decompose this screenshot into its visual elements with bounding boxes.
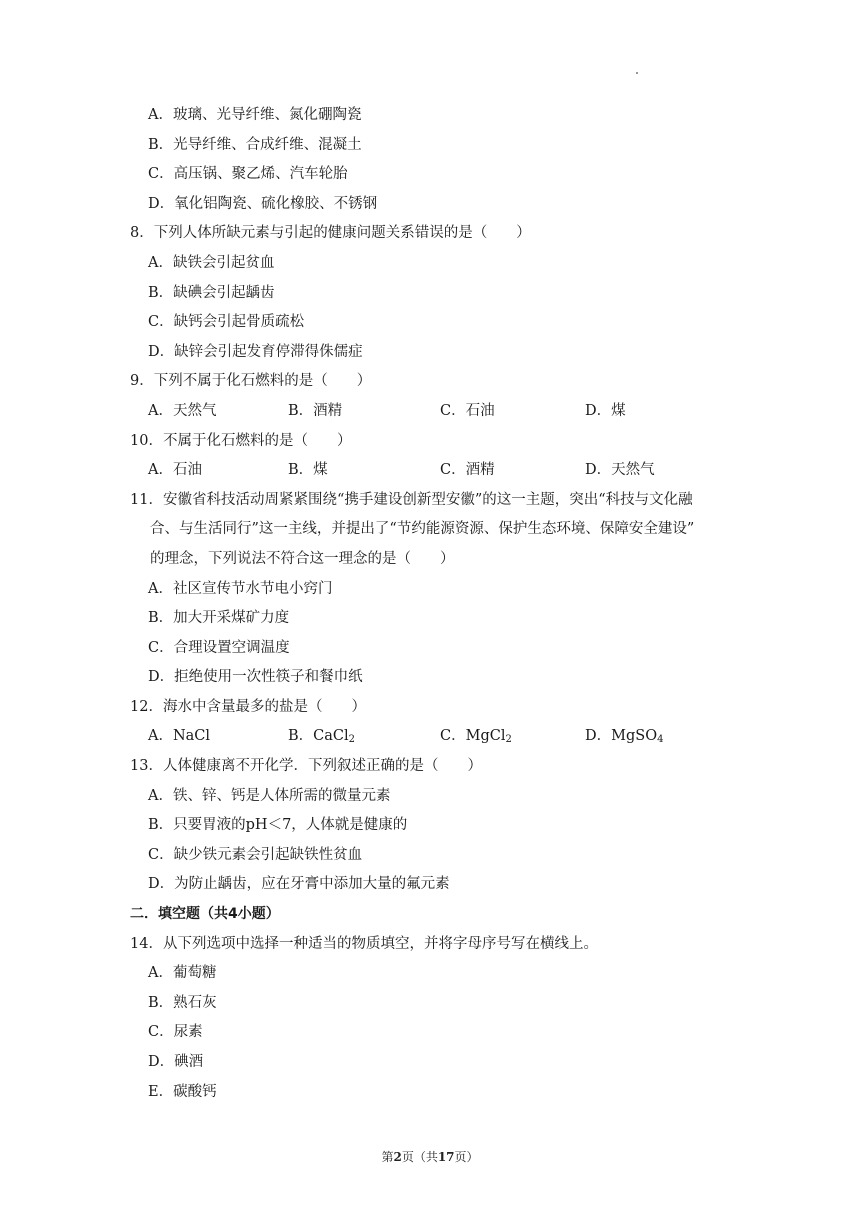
q9-stem: 9．下列不属于化石燃料的是（ ） (130, 373, 372, 390)
q7-option-c: C．高压锅、聚乙烯、汽车轮胎 (148, 166, 348, 183)
q12-option-b (288, 722, 440, 752)
footer-post: 页） (454, 1150, 479, 1164)
q12-options (130, 722, 750, 752)
q11-option-d: D．拒绝使用一次性筷子和餐巾纸 (148, 669, 363, 686)
q13-option-a: A．铁、锌、钙是人体所需的微量元素 (148, 787, 391, 804)
q9-option-b: B．酒精 (288, 402, 343, 419)
q9-option-c: C．石油 (440, 402, 495, 419)
q12-stem: 12．海水中含量最多的盐是（ ） (130, 698, 366, 715)
q8-stem: 8．下列人体所缺元素与引起的健康问题关系错误的是（ ） (130, 225, 531, 242)
q12-option-d-sub: 4 (657, 734, 664, 746)
q11-option-b: B．加大开采煤矿力度 (148, 610, 290, 627)
page-footer (0, 1148, 860, 1165)
q10-stem: 10．不属于化石燃料的是（ ） (130, 432, 352, 449)
q11-stem-line3: 的理念，下列说法不符合这一理念的是（ ） (150, 550, 455, 567)
q9-options (130, 397, 750, 427)
q13-option-d: D．为防止龋齿，应在牙膏中添加大量的氟元素 (148, 876, 450, 893)
q11-stem-line1: 11．安徽省科技活动周紧紧围绕“携手建设创新型安徽”的这一主题，突出“科技与文化融 (130, 491, 693, 508)
q8-option-b: B．缺碘会引起龋齿 (148, 284, 275, 301)
q14-option-d: D．碘酒 (148, 1054, 204, 1070)
footer-pre: 第 (381, 1150, 394, 1164)
q10-option-c: C．酒精 (440, 462, 495, 479)
q12-option-d-text: D．MgSO (585, 728, 658, 745)
q14-option-e: E．碳酸钙 (148, 1083, 217, 1100)
q10-option-b: B．煤 (288, 462, 328, 479)
q9-option-d: D．煤 (585, 402, 626, 419)
q14-option-b: B．熟石灰 (148, 994, 217, 1011)
q12-option-c-text: C．MgCl (440, 728, 506, 745)
q12-option-a: A．NaCl (148, 728, 211, 745)
q12-option-b-text: B．CaCl (288, 728, 349, 745)
scan-dot (636, 72, 638, 74)
q11-option-c: C．合理设置空调温度 (148, 639, 290, 656)
q13-option-b: B．只要胃液的pH＜7，人体就是健康的 (148, 817, 408, 834)
section-fill-in-title: 二．填空题（共4小题） (130, 906, 280, 923)
q10-options (130, 456, 750, 486)
q7-option-d: D．氧化铝陶瓷、硫化橡胶、不锈钢 (148, 195, 378, 212)
q8-option-c: C．缺钙会引起骨质疏松 (148, 314, 305, 331)
footer-mid: 页（共 (401, 1150, 438, 1164)
page-content (130, 101, 750, 1107)
q14-option-a: A．葡萄糖 (148, 965, 217, 982)
q14-option-c: C．尿素 (148, 1024, 203, 1041)
q8-option-d: D．缺锌会引起发育停滞得侏儒症 (148, 343, 363, 360)
q11-stem-line2: 合、与生活同行”这一主线，并提出了“节约能源资源、保护生态环境、保障安全建设” (150, 521, 695, 538)
q12-option-b-sub: 2 (348, 734, 356, 746)
footer-page-number: 2 (393, 1150, 402, 1164)
q10-option-d: D．天然气 (585, 462, 655, 479)
q12-option-c-sub: 2 (505, 734, 512, 746)
q7-option-a: A．玻璃、光导纤维、氮化硼陶瓷 (148, 107, 362, 123)
q12-option-c (440, 722, 585, 752)
q10-option-a: A．石油 (148, 462, 202, 479)
q9-option-a: A．天然气 (148, 402, 217, 419)
q11-option-a: A．社区宣传节水节电小窍门 (148, 580, 333, 597)
q13-option-c: C．缺少铁元素会引起缺铁性贫血 (148, 846, 363, 863)
q8-option-a: A．缺铁会引起贫血 (148, 254, 275, 271)
q14-stem: 14．从下列选项中选择一种适当的物质填空，并将字母序号写在横线上。 (130, 935, 598, 952)
q7-option-b: B．光导纤维、合成纤维、混凝土 (148, 136, 362, 153)
footer-total-pages: 17 (437, 1150, 455, 1164)
q12-option-d (585, 722, 663, 752)
q13-stem: 13．人体健康离不开化学．下列叙述正确的是（ ） (130, 758, 482, 775)
